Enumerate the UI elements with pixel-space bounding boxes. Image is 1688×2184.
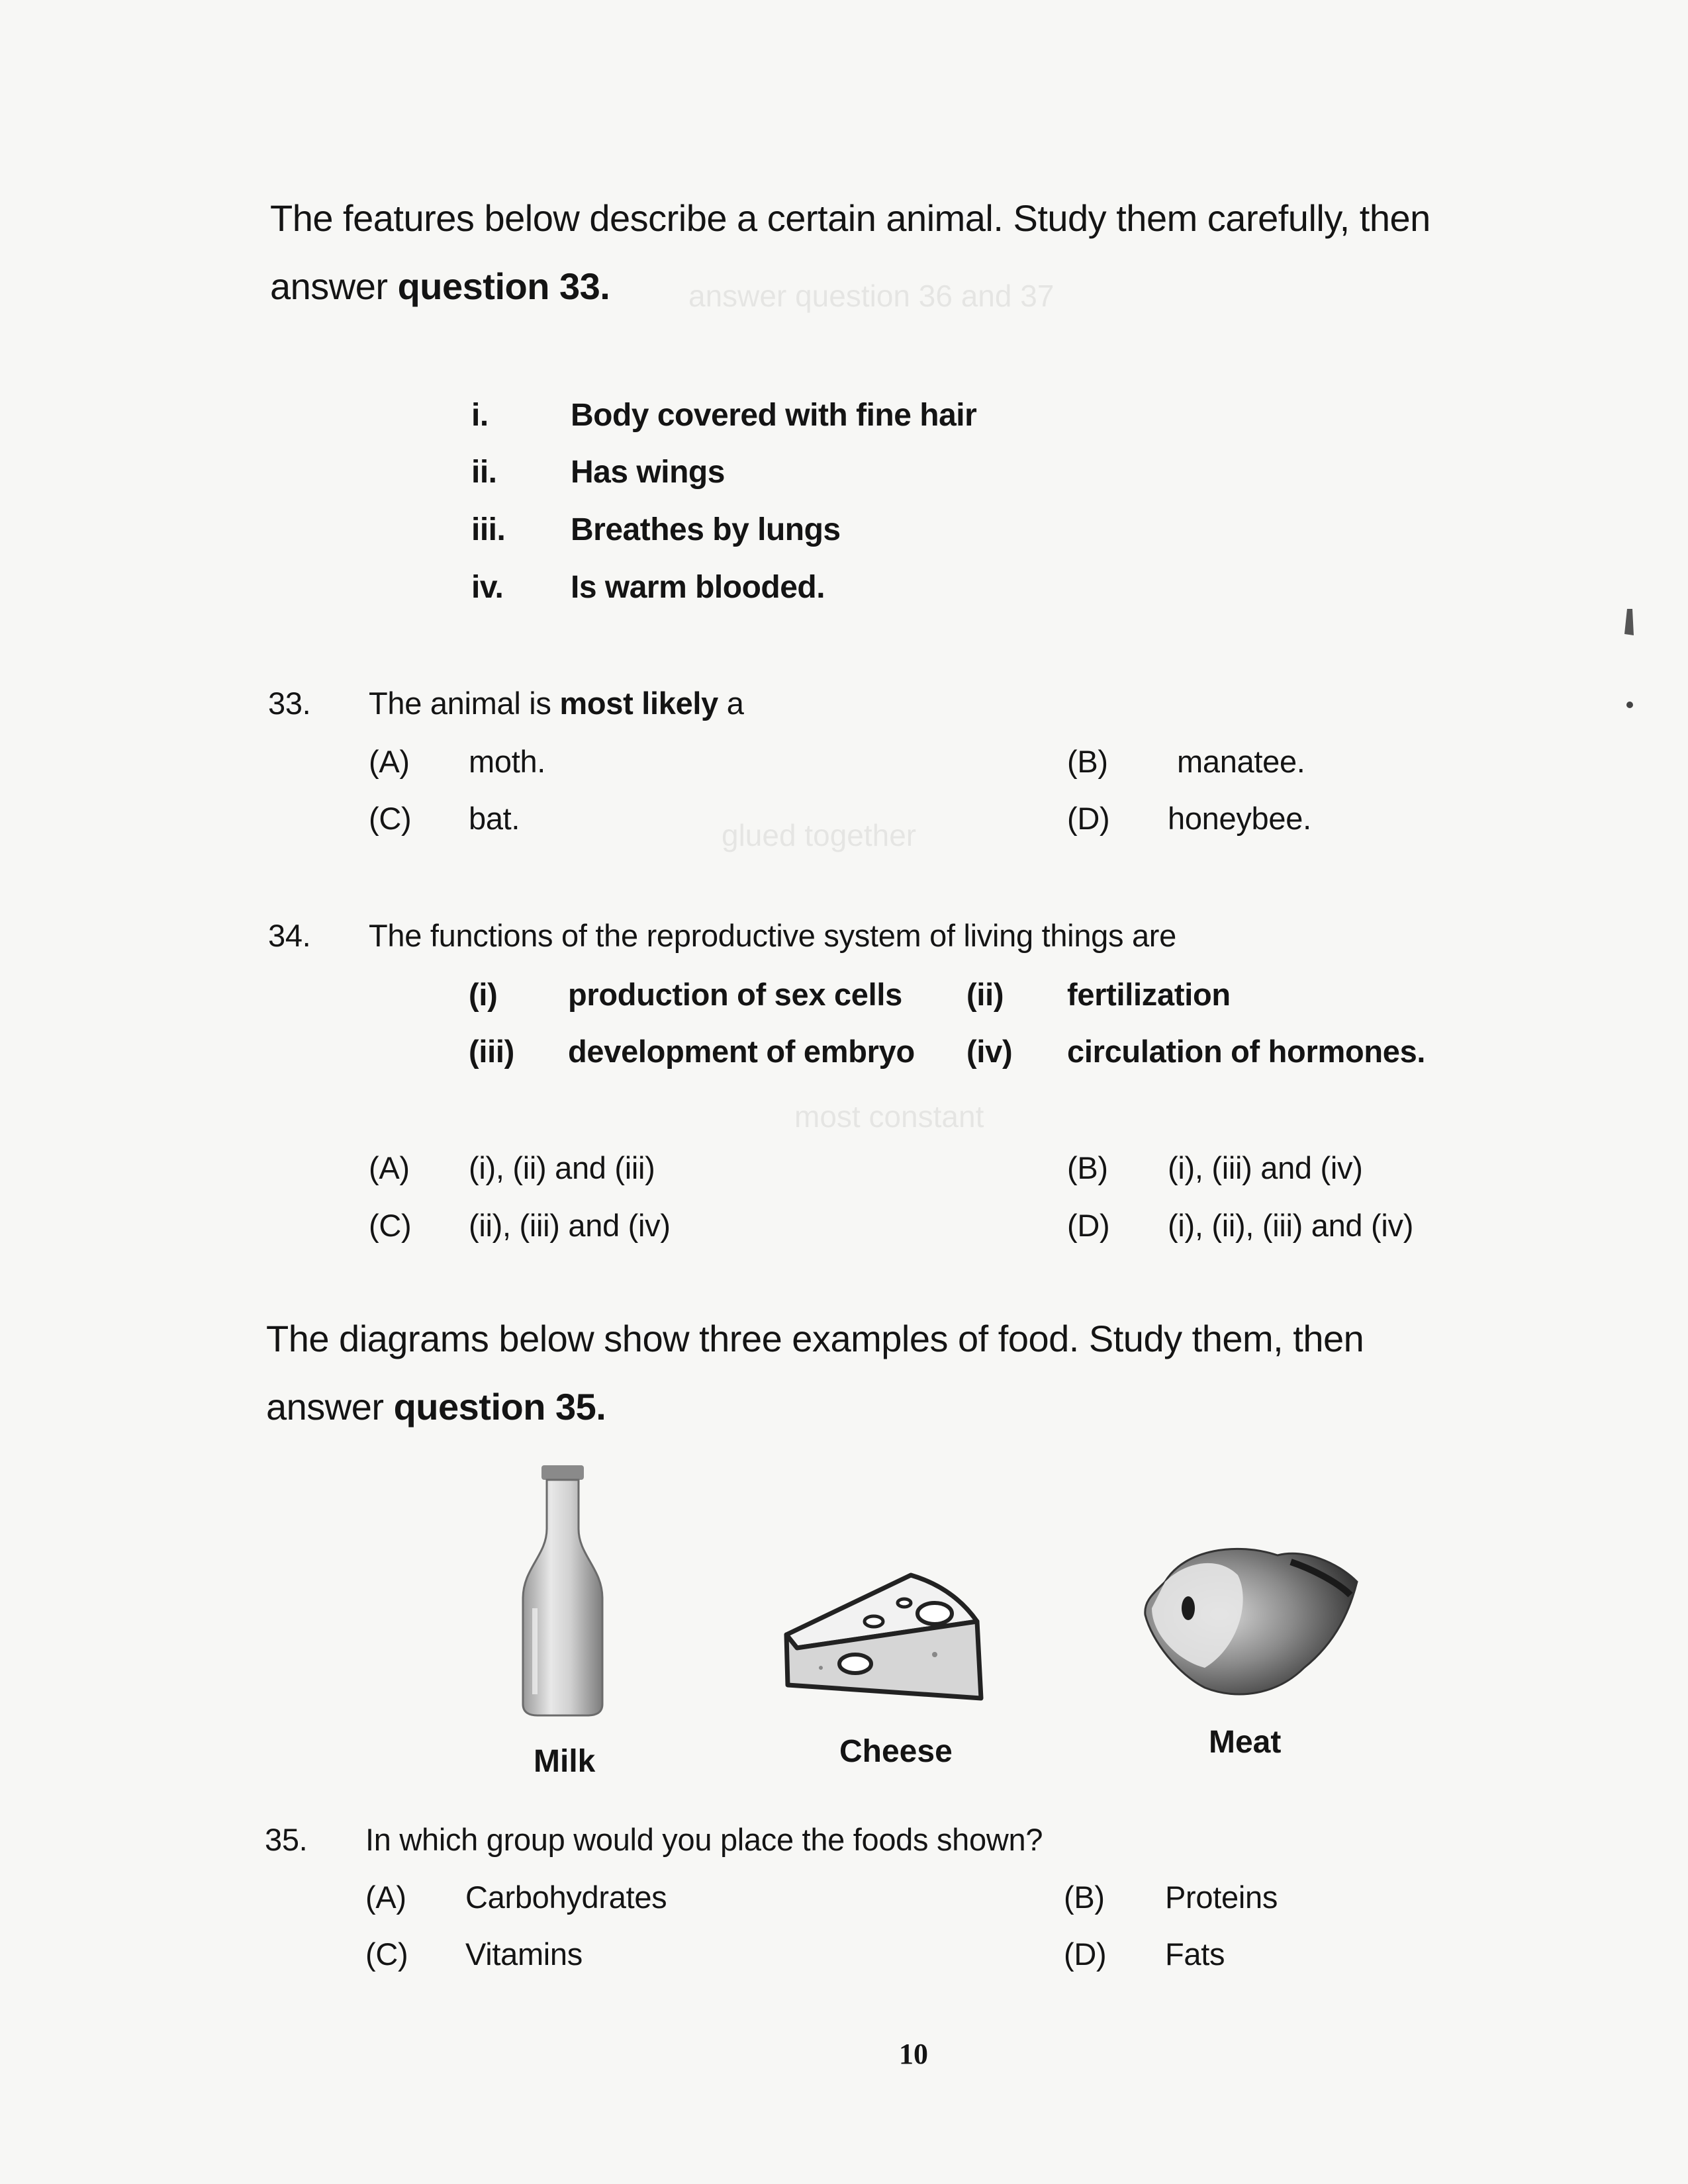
option-c[interactable]: (ii), (iii) and (iv) — [469, 1208, 671, 1243]
stem-text: The animal is — [369, 686, 560, 721]
question-number: 33. — [268, 686, 311, 721]
bleed-through-text: answer question 36 and 37 — [688, 279, 1055, 313]
bleed-through-text: glued together — [722, 818, 917, 852]
option-letter: (D) — [1067, 801, 1110, 836]
option-b[interactable]: Proteins — [1165, 1880, 1278, 1915]
question-stem: The functions of the reproductive system of living things are — [369, 918, 1176, 953]
option-letter: (C) — [369, 801, 412, 836]
feature-number: iii. — [471, 512, 506, 547]
item-number: (i) — [469, 977, 498, 1012]
question-stem: In which group would you place the foods shown? — [365, 1822, 1043, 1857]
option-letter: (B) — [1067, 1150, 1108, 1185]
feature-text: Body covered with fine hair — [571, 398, 977, 433]
option-a[interactable]: moth. — [469, 744, 546, 779]
option-d[interactable]: (i), (ii), (iii) and (iv) — [1168, 1208, 1414, 1243]
bleed-through-text: most constant — [794, 1099, 984, 1134]
option-letter: (C) — [369, 1208, 412, 1243]
option-letter: (D) — [1064, 1936, 1107, 1972]
feature-text: Breathes by lungs — [571, 512, 841, 547]
option-a[interactable]: Carbohydrates — [465, 1880, 667, 1915]
option-letter: (D) — [1067, 1208, 1110, 1243]
meat-image — [1139, 1535, 1364, 1707]
question-number: 35. — [265, 1822, 308, 1857]
feature-text: Is warm blooded. — [571, 570, 825, 605]
cheese-image — [781, 1569, 993, 1701]
option-c[interactable]: bat. — [469, 801, 520, 836]
item-number: (iv) — [966, 1034, 1013, 1069]
option-d[interactable]: honeybee. — [1168, 801, 1311, 836]
page-number: 10 — [899, 2038, 928, 2070]
item-number: (ii) — [966, 977, 1004, 1012]
milk-label: Milk — [534, 1744, 596, 1779]
option-c[interactable]: Vitamins — [465, 1936, 583, 1972]
feature-number: ii. — [471, 455, 497, 490]
item-text: circulation of hormones. — [1067, 1034, 1426, 1069]
option-d[interactable]: Fats — [1165, 1936, 1225, 1972]
stem-emphasis: most likely — [559, 686, 718, 721]
item-text: fertilization — [1067, 977, 1231, 1012]
intro-text-line: The diagrams below show three examples of food. Study them, then — [266, 1318, 1364, 1359]
intro-text-line — [270, 265, 610, 307]
meat-label: Meat — [1209, 1725, 1282, 1760]
question-stem — [369, 685, 744, 721]
option-a[interactable]: (i), (ii) and (iii) — [469, 1150, 655, 1185]
stem-text: a — [718, 686, 744, 721]
scan-speck — [1615, 596, 1642, 675]
item-number: (iii) — [469, 1034, 514, 1069]
option-b[interactable]: manatee. — [1177, 744, 1305, 779]
intro-text-line: The features below describe a certain animal. Study them carefully, then — [270, 197, 1430, 239]
option-b[interactable]: (i), (iii) and (iv) — [1168, 1150, 1363, 1185]
option-letter: (A) — [365, 1880, 406, 1915]
intro-text: answer — [270, 265, 398, 307]
option-letter: (C) — [365, 1936, 408, 1972]
item-text: production of sex cells — [568, 977, 902, 1012]
feature-text: Has wings — [571, 455, 725, 490]
question-number: 34. — [268, 918, 311, 953]
question-reference: question 33. — [397, 265, 610, 307]
intro-text-line — [266, 1388, 606, 1426]
option-letter: (B) — [1067, 744, 1108, 779]
question-reference: question 35. — [393, 1386, 606, 1428]
option-letter: (A) — [369, 744, 410, 779]
item-text: development of embryo — [568, 1034, 915, 1069]
feature-number: iv. — [471, 570, 504, 605]
option-letter: (B) — [1064, 1880, 1105, 1915]
intro-text: answer — [266, 1386, 394, 1428]
milk-bottle-image — [503, 1456, 622, 1721]
option-letter: (A) — [369, 1150, 410, 1185]
cheese-label: Cheese — [839, 1734, 953, 1769]
feature-number: i. — [471, 398, 489, 433]
